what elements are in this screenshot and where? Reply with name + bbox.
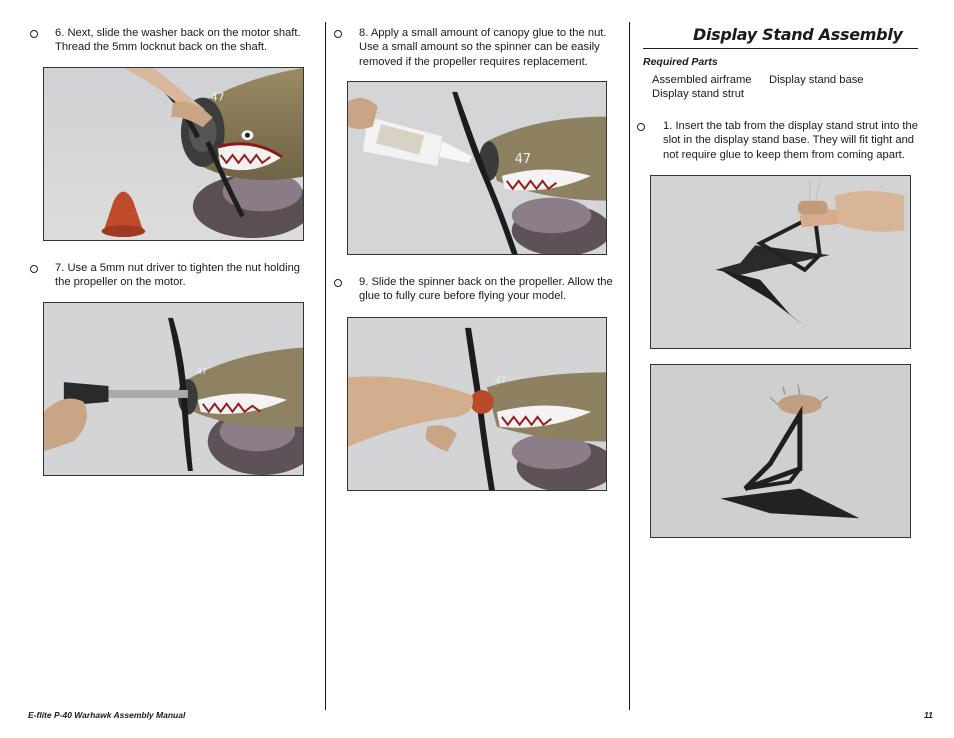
photo-stand-strut-into-base	[650, 175, 911, 349]
stand-step-1-text: 1. Insert the tab from the display stand strut into the slot in the display stand base. They will fit tight and not require glue to keep them from coming apart.	[663, 120, 918, 161]
checkbox-step-7[interactable]	[30, 265, 38, 273]
photo-washer-on-motor-shaft	[43, 67, 304, 241]
section-heading: Display Stand Assembly	[693, 25, 903, 44]
checkbox-step-9[interactable]	[334, 279, 342, 287]
step-6-text: 6. Next, slide the washer back on the motor shaft. Thread the 5mm locknut back on the shaft.	[55, 27, 301, 54]
footer-manual-title: E-flite P-40 Warhawk Assembly Manual	[28, 710, 186, 720]
required-parts-label: Required Parts	[643, 56, 718, 68]
part-item: Display stand strut	[652, 88, 745, 100]
photo-canopy-glue-on-nut	[347, 81, 607, 255]
photo-aircraft-number: 47	[196, 367, 207, 377]
checkbox-step-8[interactable]	[334, 30, 342, 38]
step-7-text: 7. Use a 5mm nut driver to tighten the nut holding the propeller on the motor.	[55, 262, 301, 289]
part-item: Display stand base	[769, 74, 864, 86]
photo-assembled-display-stand	[650, 364, 911, 538]
checkbox-step-6[interactable]	[30, 30, 38, 38]
photo-aircraft-number: 47	[494, 376, 507, 387]
part-item: Assembled airframe	[652, 74, 752, 86]
column-divider-1	[325, 22, 326, 710]
photo-aircraft-number: 47	[514, 152, 532, 168]
photo-spinner-on-propeller	[347, 317, 607, 491]
footer-page-number: 11	[924, 710, 933, 720]
photo-aircraft-number: 47	[210, 90, 225, 104]
heading-underline	[643, 48, 918, 49]
step-9-text: 9. Slide the spinner back on the propeller. Allow the glue to fully cure before flying your model.	[359, 276, 613, 303]
photo-nut-driver-tightening	[43, 302, 304, 476]
checkbox-stand-step-1[interactable]	[637, 123, 645, 131]
column-divider-2	[629, 22, 630, 710]
step-8-text: 8. Apply a small amount of canopy glue to the nut. Use a small amount so the spinner can be easily removed if the propeller requires replacement.	[359, 27, 607, 68]
